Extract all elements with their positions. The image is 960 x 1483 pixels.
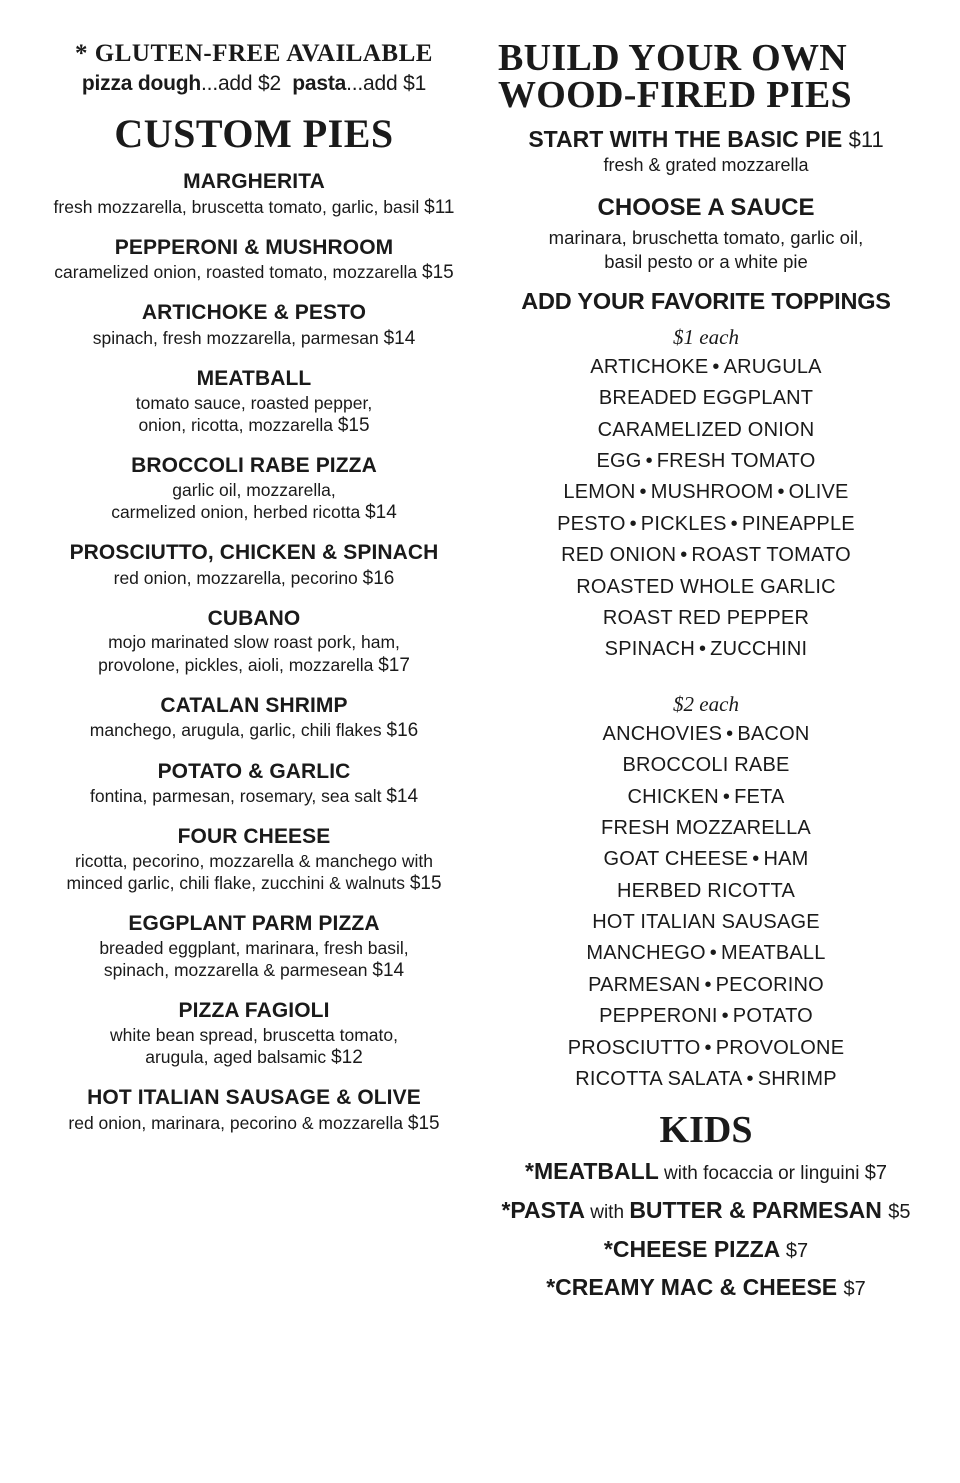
kids-item-price: $7 xyxy=(843,1278,866,1301)
topping-separator-dot: • xyxy=(712,355,720,378)
topping-name: ROASTED WHOLE GARLIC xyxy=(576,575,836,598)
kids-menu-list xyxy=(498,1159,914,1300)
tier1-topping-list xyxy=(498,352,914,666)
menu-item-name: POTATO & GARLIC xyxy=(157,759,351,783)
topping-separator-dot: • xyxy=(730,512,738,535)
topping-name: SPINACH xyxy=(604,638,695,661)
topping-separator-dot: • xyxy=(722,785,731,808)
menu-item-description: spinach, fresh mozzarella, parmesan $14 xyxy=(92,327,416,349)
menu-item-price: $14 xyxy=(386,786,419,808)
menu-item-name: MEATBALL xyxy=(196,367,312,391)
topping-row xyxy=(498,844,914,875)
kids-item-name: *MEATBALL xyxy=(525,1158,659,1185)
menu-item-name: PIZZA FAGIOLI xyxy=(178,999,330,1023)
tier2-topping-list xyxy=(498,719,914,1096)
topping-separator-dot: • xyxy=(680,544,688,567)
topping-separator-dot: • xyxy=(709,942,717,965)
topping-name: ARUGULA xyxy=(723,355,822,378)
menu-item-price: $16 xyxy=(386,720,419,742)
topping-name: PINEAPPLE xyxy=(741,512,855,535)
menu-item-name: MARGHERITA xyxy=(183,170,325,193)
menu-item xyxy=(46,1086,462,1135)
menu-item xyxy=(46,454,462,524)
topping-separator-dot: • xyxy=(777,481,785,504)
topping-row xyxy=(498,572,914,603)
kids-item-name: *CHEESE PIZZA xyxy=(603,1236,780,1263)
topping-name: CARAMELIZED ONION xyxy=(597,418,815,441)
menu-item-name: PEPPERONI & MUSHROOM xyxy=(114,235,394,259)
menu-item-price: $11 xyxy=(424,196,455,218)
toppings-spacer xyxy=(498,666,914,688)
basic-pie-price: $11 xyxy=(848,126,884,152)
topping-separator-dot: • xyxy=(752,848,760,871)
menu-item-name: BROCCOLI RABE PIZZA xyxy=(131,454,377,478)
menu-item-price: $14 xyxy=(372,960,405,982)
topping-separator-dot: • xyxy=(639,481,647,504)
menu-item xyxy=(46,170,462,219)
topping-row xyxy=(498,540,914,571)
menu-item-price: $15 xyxy=(409,873,442,895)
custom-pies-title: CUSTOM PIES xyxy=(114,111,394,156)
menu-item-price: $15 xyxy=(407,1112,440,1134)
basic-pie-line xyxy=(498,126,914,153)
menu-item-description: red onion, mozzarella, pecorino $16 xyxy=(113,567,395,589)
gluten-free-dough-label: pizza dough xyxy=(81,72,202,95)
menu-item-name: ARTICHOKE & PESTO xyxy=(141,301,367,325)
kids-title: KIDS xyxy=(659,1109,753,1152)
build-your-own-title-line1: BUILD YOUR OWN xyxy=(498,37,848,79)
build-your-own-title-line2: WOOD-FIRED PIES xyxy=(498,73,852,116)
topping-name: FRESH MOZZARELLA xyxy=(601,816,811,839)
build-your-own-title xyxy=(498,37,914,116)
kids-item-detail: with xyxy=(584,1202,630,1224)
topping-separator-dot: • xyxy=(726,722,734,745)
topping-separator-dot: • xyxy=(704,1036,712,1059)
topping-name: MANCHEGO xyxy=(586,942,706,965)
menu-item-price: $16 xyxy=(362,567,395,589)
menu-item xyxy=(46,912,462,982)
topping-name: FETA xyxy=(734,785,785,808)
topping-name: BACON xyxy=(737,722,810,745)
topping-name: PESTO xyxy=(557,512,626,535)
sauce-options-line1: marinara, bruschetta tomato, garlic oil, xyxy=(548,226,864,248)
menu-item xyxy=(46,694,462,743)
topping-row xyxy=(498,813,914,844)
topping-row xyxy=(498,970,914,1001)
topping-row xyxy=(498,603,914,634)
topping-row xyxy=(498,446,914,477)
kids-menu-item xyxy=(498,1275,914,1300)
menu-item-price: $14 xyxy=(365,501,397,523)
menu-item-price: $17 xyxy=(378,654,410,676)
topping-name: PICKLES xyxy=(640,512,727,535)
topping-row xyxy=(498,719,914,750)
basic-pie-description: fresh & grated mozzarella xyxy=(603,154,809,175)
choose-a-sauce-heading: CHOOSE A SAUCE xyxy=(597,193,815,221)
menu-item-price: $12 xyxy=(331,1047,363,1069)
menu-item xyxy=(46,236,462,285)
menu-item-name: HOT ITALIAN SAUSAGE & OLIVE xyxy=(87,1086,421,1110)
custom-pies-list xyxy=(46,170,462,1135)
menu-item-description: garlic oil, mozzarella, carmelized onion, herbed ricotta $14 xyxy=(111,479,397,523)
menu-item-description: white bean spread, bruscetta tomato, arugula, aged balsamic $12 xyxy=(110,1024,398,1069)
topping-name: SHRIMP xyxy=(757,1068,837,1091)
topping-row xyxy=(498,383,914,414)
topping-name: BREADED EGGPLANT xyxy=(598,387,814,410)
kids-item-name: *PASTA xyxy=(501,1197,585,1224)
topping-separator-dot: • xyxy=(746,1068,754,1091)
topping-name: FRESH TOMATO xyxy=(656,449,816,472)
menu-item xyxy=(46,301,462,350)
topping-name: HOT ITALIAN SAUSAGE xyxy=(592,911,820,934)
topping-row xyxy=(498,634,914,665)
topping-separator-dot: • xyxy=(704,973,712,996)
topping-row xyxy=(498,876,914,907)
menu-item-description: fontina, parmesan, rosemary, sea salt $14 xyxy=(89,786,419,808)
topping-name: BROCCOLI RABE xyxy=(622,754,790,777)
menu-item xyxy=(46,607,462,677)
topping-row xyxy=(498,1064,914,1095)
topping-name: PARMESAN xyxy=(588,973,701,996)
topping-row xyxy=(498,477,914,508)
topping-row xyxy=(498,1001,914,1032)
topping-name: ZUCCHINI xyxy=(710,638,808,661)
topping-row xyxy=(498,352,914,383)
topping-separator-dot: • xyxy=(698,638,707,661)
menu-item-name: CATALAN SHRIMP xyxy=(160,693,348,717)
topping-name: PEPPERONI xyxy=(599,1005,718,1028)
build-your-own-column xyxy=(480,37,936,1469)
topping-row xyxy=(498,907,914,938)
menu-item-description: breaded eggplant, marinara, fresh basil, spinach, mozzarella & parmesean $14 xyxy=(99,937,409,982)
menu-item xyxy=(46,999,462,1069)
custom-pies-column xyxy=(24,40,480,1469)
tier1-price-label: $1 each xyxy=(673,324,739,349)
topping-name: LEMON xyxy=(563,481,636,504)
menu-item xyxy=(46,825,462,895)
gluten-free-subheading xyxy=(46,72,462,96)
topping-row xyxy=(498,782,914,813)
menu-item xyxy=(46,760,462,809)
topping-name: HERBED RICOTTA xyxy=(617,879,795,902)
kids-menu-item xyxy=(498,1159,914,1185)
topping-name: ROAST TOMATO xyxy=(691,544,851,567)
gluten-free-dough-price: ...add $2 xyxy=(201,72,281,95)
menu-item-description: red onion, marinara, pecorino & mozzarella $15 xyxy=(68,1112,440,1134)
gluten-free-pasta-label: pasta xyxy=(292,72,347,95)
topping-name: PROVOLONE xyxy=(715,1036,845,1059)
basic-pie-label: START WITH THE BASIC PIE xyxy=(528,125,843,152)
tier2-price-label: $2 each xyxy=(673,691,739,716)
topping-name: GOAT CHEESE xyxy=(603,848,749,871)
topping-name: PROSCIUTTO xyxy=(567,1036,701,1059)
kids-item-price: $5 xyxy=(888,1201,911,1224)
menu-item-price: $15 xyxy=(337,414,370,436)
topping-separator-dot: • xyxy=(645,449,653,472)
topping-row xyxy=(498,938,914,969)
kids-item-price: $7 xyxy=(785,1240,809,1263)
gluten-free-pasta-price: ...add $1 xyxy=(346,72,427,95)
topping-name: RED ONION xyxy=(561,544,677,567)
topping-row xyxy=(498,415,914,446)
topping-row xyxy=(498,750,914,781)
menu-item-name: FOUR CHEESE xyxy=(177,825,331,849)
topping-separator-dot: • xyxy=(629,512,637,535)
kids-menu-item xyxy=(498,1198,914,1224)
sauce-options-line2: basil pesto or a white pie xyxy=(604,250,808,272)
topping-name: ARTICHOKE xyxy=(590,355,709,378)
sauce-options xyxy=(498,226,914,274)
topping-name: RICOTTA SALATA xyxy=(575,1068,743,1091)
topping-name: CHICKEN xyxy=(627,785,719,808)
toppings-heading: ADD YOUR FAVORITE TOPPINGS xyxy=(521,287,891,314)
topping-row xyxy=(498,509,914,540)
topping-name: MEATBALL xyxy=(720,942,826,965)
topping-row xyxy=(498,1033,914,1064)
topping-name: MUSHROOM xyxy=(650,481,774,504)
menu-item-description: mojo marinated slow roast pork, ham, provolone, pickles, aioli, mozzarella $17 xyxy=(98,632,410,676)
topping-separator-dot: • xyxy=(721,1005,729,1028)
menu-item-description: fresh mozzarella, bruscetta tomato, garlic, basil $11 xyxy=(53,196,455,218)
topping-name: HAM xyxy=(763,848,809,871)
topping-name: PECORINO xyxy=(715,973,824,996)
menu-item-description: caramelized onion, roasted tomato, mozzarella $15 xyxy=(54,262,454,284)
kids-menu-item xyxy=(498,1237,914,1262)
menu-item-description: ricotta, pecorino, mozzarella & manchego with minced garlic, chili flake, zucchini & walnuts $15 xyxy=(66,850,442,895)
menu-item-name: EGGPLANT PARM PIZZA xyxy=(128,912,380,936)
menu-item-name: CUBANO xyxy=(207,606,301,630)
menu-item-price: $14 xyxy=(383,327,416,349)
menu-item-description: tomato sauce, roasted pepper, onion, ricotta, mozzarella $15 xyxy=(135,392,373,436)
gluten-free-heading: * GLUTEN-FREE AVAILABLE xyxy=(75,40,433,67)
menu-item-name: PROSCIUTTO, CHICKEN & SPINACH xyxy=(69,541,439,565)
kids-item-detail-bold: BUTTER & PARMESAN xyxy=(629,1197,882,1224)
topping-name: EGG xyxy=(596,449,642,472)
topping-name: ROAST RED PEPPER xyxy=(602,606,810,629)
topping-name: POTATO xyxy=(732,1005,813,1028)
topping-name: ANCHOVIES xyxy=(602,722,723,745)
kids-item-detail: with focaccia or linguini xyxy=(658,1163,865,1185)
topping-name: OLIVE xyxy=(788,481,849,504)
kids-item-price: $7 xyxy=(864,1162,887,1185)
menu-item xyxy=(46,367,462,437)
menu-item-price: $15 xyxy=(422,262,454,284)
kids-item-name: *CREAMY MAC & CHEESE xyxy=(546,1274,838,1301)
menu-item xyxy=(46,541,462,590)
menu-item-description: manchego, arugula, garlic, chili flakes $16 xyxy=(89,720,419,742)
